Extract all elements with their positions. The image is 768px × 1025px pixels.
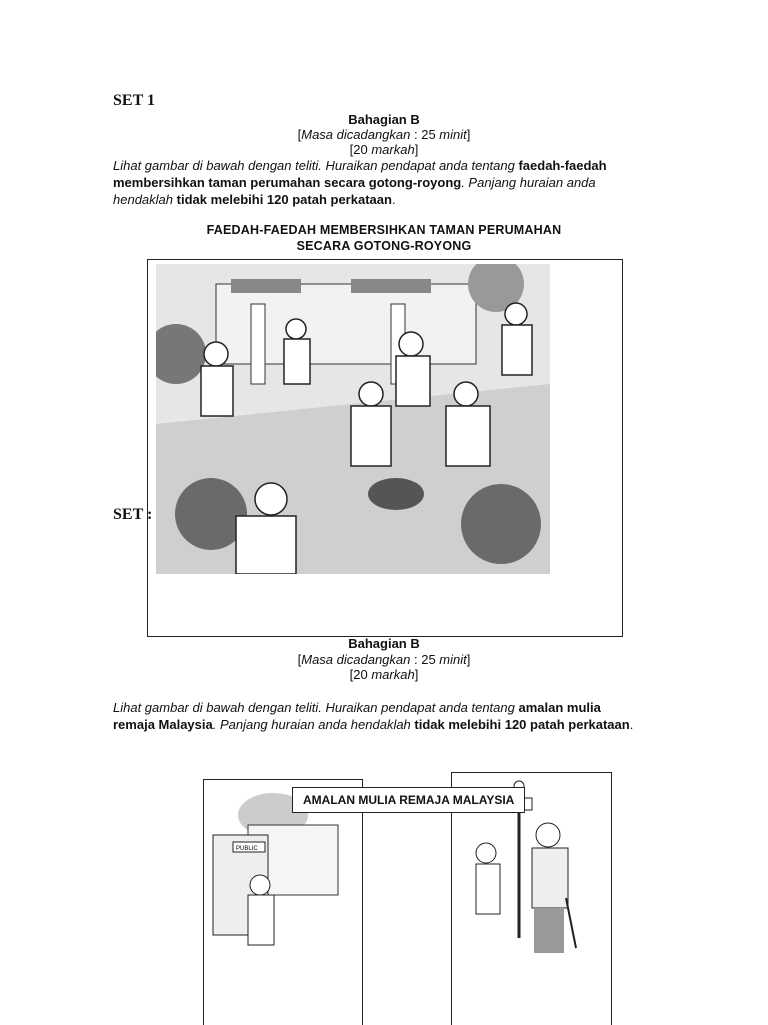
set1-section-title: Bahagian B [348, 112, 420, 127]
phone-booth-sign: PUBLIC [236, 846, 258, 852]
set2-figure-label: AMALAN MULIA REMAJA MALAYSIA [292, 787, 525, 813]
set1-time-line: [Masa dicadangkan : 25 minit] [297, 127, 471, 142]
set1-figure-title-2: SECARA GOTONG-ROYONG [296, 239, 472, 253]
set2-instructions: Lihat gambar di bawah dengan teliti. Huraikan pendapat anda tentang amalan mulia remaja Malaysia. Panjang huraian anda hendaklah tidak melebihi 120 patah perkataan. [113, 700, 634, 732]
set2-time-line: [Masa dicadangkan : 25 minit] [297, 652, 471, 667]
set2-marks-line: [20 markah] [349, 667, 419, 682]
set1-instructions: Lihat gambar di bawah dengan teliti. Huraikan pendapat anda tentang faedah-faedah membersihkan taman perumahan secara gotong-royong. Panjang huraian anda hendaklah tidak melebihi 120 patah perkataan. [113, 158, 607, 207]
set1-heading: SET 1 [113, 92, 155, 109]
set1-figure-title-1: FAEDAH-FAEDAH MEMBERSIHKAN TAMAN PERUMAHAN [206, 223, 562, 237]
set2-section-title: Bahagian B [348, 636, 420, 651]
gotong-royong-illustration [156, 264, 550, 574]
set1-marks-line: [20 markah] [349, 142, 419, 157]
set2-heading-partial: SET : [113, 506, 153, 523]
